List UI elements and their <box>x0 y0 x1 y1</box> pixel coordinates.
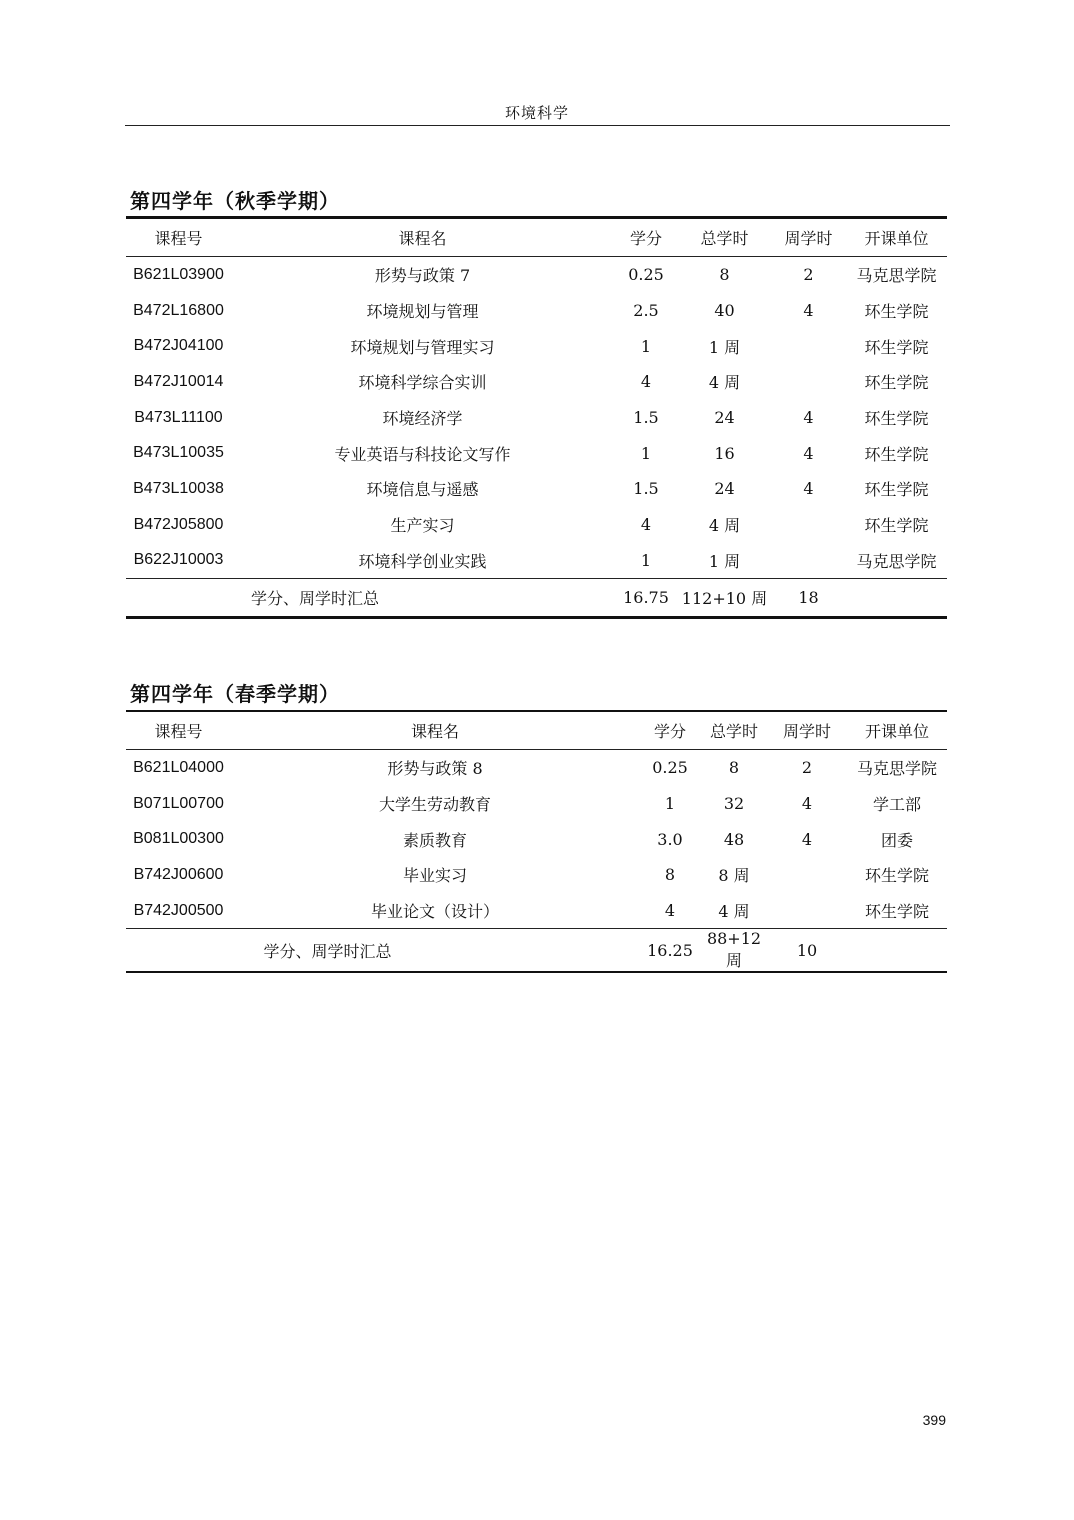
credit-cell: 8 <box>664 865 676 885</box>
summary-credit: 16.75 <box>614 579 678 618</box>
weekly-hours-cell <box>771 328 846 364</box>
summary-total-hours: 88+12 周 <box>701 929 767 973</box>
weekly-hours-cell: 2 <box>801 758 813 778</box>
credit-cell: 1 <box>640 443 652 463</box>
total-hours-cell: 4 周 <box>718 902 750 922</box>
summary-weekly-hours: 10 <box>767 929 847 973</box>
course-code-cell: B473L11100 <box>134 408 223 426</box>
total-hours-cell: 8 <box>728 758 740 778</box>
course-code-cell: B472J05800 <box>133 515 224 533</box>
course-code-cell: B081L00300 <box>133 830 224 848</box>
table-row <box>126 471 947 507</box>
credit-cell: 1 <box>640 336 652 356</box>
weekly-hours-cell <box>767 857 847 893</box>
dept-cell: 马克思学院 <box>856 759 937 779</box>
weekly-hours-cell: 4 <box>803 443 814 463</box>
total-hours-cell: 32 <box>723 794 745 814</box>
summary-credit: 16.25 <box>639 929 701 973</box>
dept-cell: 环生学院 <box>864 480 929 500</box>
total-hours-cell: 24 <box>714 408 735 428</box>
column-header-code: 课程号 <box>126 711 231 750</box>
table-header-row <box>126 711 947 750</box>
column-header-credit: 学分 <box>639 711 701 750</box>
table-header-row <box>126 218 947 257</box>
credit-cell: 2.5 <box>633 301 659 321</box>
dept-cell: 团委 <box>880 830 913 850</box>
credit-cell: 1.5 <box>633 479 659 499</box>
autumn-table-body <box>126 257 947 579</box>
running-header-title: 环境科学 <box>504 104 569 122</box>
course-code-cell: B473L10035 <box>133 444 224 462</box>
weekly-hours-cell <box>767 893 847 929</box>
total-hours-cell: 8 <box>719 265 730 285</box>
course-name-cell: 形势与政策 7 <box>374 266 471 286</box>
table-row <box>126 543 947 579</box>
total-hours-cell: 8 周 <box>718 866 750 886</box>
column-header-total-hours: 总学时 <box>678 218 771 257</box>
spring-section-title: 第四学年（春季学期） <box>130 682 340 706</box>
weekly-hours-cell: 4 <box>803 301 814 321</box>
table-row <box>126 857 947 893</box>
dept-cell: 环生学院 <box>864 902 929 922</box>
total-hours-cell: 40 <box>714 301 735 321</box>
table-row <box>126 364 947 400</box>
dept-cell: 环生学院 <box>864 337 929 357</box>
summary-label: 学分、周学时汇总 <box>126 579 614 618</box>
dept-cell: 环生学院 <box>864 302 929 322</box>
dept-cell: 环生学院 <box>864 866 929 886</box>
course-name-cell: 环境信息与遥感 <box>366 480 479 500</box>
course-code-cell: B742J00600 <box>133 865 224 883</box>
course-name-cell: 环境科学创业实践 <box>358 551 487 571</box>
table-row <box>126 257 947 293</box>
weekly-hours-cell <box>771 507 846 543</box>
dept-cell: 环生学院 <box>864 444 929 464</box>
column-header-credit: 学分 <box>614 218 678 257</box>
column-header-dept: 开课单位 <box>846 218 947 257</box>
column-header-weekly-hours: 周学时 <box>771 218 846 257</box>
total-hours-cell: 24 <box>714 479 735 499</box>
autumn-course-table <box>126 216 947 619</box>
dept-cell: 环生学院 <box>864 516 929 536</box>
total-hours-cell: 1 周 <box>708 551 741 571</box>
course-name-cell: 素质教育 <box>402 830 467 850</box>
total-hours-cell: 4 周 <box>708 373 741 393</box>
table-row <box>126 893 947 929</box>
dept-cell: 马克思学院 <box>856 551 937 571</box>
total-hours-cell: 16 <box>714 443 735 463</box>
dept-cell: 环生学院 <box>864 373 929 393</box>
course-name-cell: 环境规划与管理实习 <box>350 337 495 357</box>
page-number: 399 <box>922 1412 946 1428</box>
course-name-cell: 环境规划与管理 <box>366 302 479 322</box>
course-name-cell: 大学生劳动教育 <box>378 795 491 815</box>
column-header-weekly-hours: 周学时 <box>767 711 847 750</box>
course-code-cell: B621L03900 <box>133 265 224 283</box>
course-name-cell: 毕业论文（设计） <box>370 902 499 922</box>
credit-cell: 0.25 <box>652 758 688 778</box>
weekly-hours-cell: 4 <box>803 479 814 499</box>
dept-cell: 环生学院 <box>864 409 929 429</box>
credit-cell: 1 <box>640 550 652 570</box>
course-name-cell: 专业英语与科技论文写作 <box>334 444 511 464</box>
weekly-hours-cell: 4 <box>803 408 814 428</box>
dept-cell: 马克思学院 <box>856 266 937 286</box>
course-name-cell: 环境科学综合实训 <box>358 373 487 393</box>
summary-row <box>126 579 947 618</box>
autumn-section-title: 第四学年（秋季学期） <box>130 189 340 213</box>
course-name-cell: 生产实习 <box>390 516 455 536</box>
total-hours-cell: 48 <box>723 829 745 849</box>
credit-cell: 1.5 <box>633 408 659 428</box>
summary-label: 学分、周学时汇总 <box>126 929 639 973</box>
summary-total-hours: 112+10 周 <box>678 579 771 618</box>
column-header-name: 课程名 <box>231 711 639 750</box>
spring-course-table <box>126 710 947 973</box>
column-header-total-hours: 总学时 <box>701 711 767 750</box>
table-row <box>126 750 947 786</box>
credit-cell: 4 <box>640 515 652 535</box>
course-code-cell: B622J10003 <box>133 551 224 569</box>
table-row <box>126 821 947 857</box>
column-header-dept: 开课单位 <box>847 711 947 750</box>
course-code-cell: B472J04100 <box>133 337 224 355</box>
credit-cell: 4 <box>664 901 676 921</box>
weekly-hours-cell: 2 <box>803 265 814 285</box>
summary-row <box>126 929 947 973</box>
credit-cell: 3.0 <box>657 829 683 849</box>
total-hours-cell: 4 周 <box>708 516 741 536</box>
course-name-cell: 环境经济学 <box>382 409 463 429</box>
table-row <box>126 435 947 471</box>
course-code-cell: B742J00500 <box>133 901 224 919</box>
course-code-cell: B472L16800 <box>133 301 224 319</box>
weekly-hours-cell <box>771 364 846 400</box>
course-name-cell: 形势与政策 8 <box>387 759 483 779</box>
course-code-cell: B621L04000 <box>133 758 224 776</box>
header-rule <box>125 125 950 126</box>
table-row <box>126 328 947 364</box>
course-code-cell: B473L10038 <box>133 479 224 497</box>
summary-dept <box>847 929 947 973</box>
dept-cell: 学工部 <box>872 795 921 815</box>
table-row <box>126 400 947 436</box>
table-row <box>126 293 947 329</box>
spring-table-body <box>126 750 947 929</box>
course-name-cell: 毕业实习 <box>402 866 467 886</box>
weekly-hours-cell: 4 <box>801 829 813 849</box>
course-code-cell: B472J10014 <box>133 372 224 390</box>
weekly-hours-cell <box>771 543 846 579</box>
table-row <box>126 786 947 822</box>
course-code-cell: B071L00700 <box>133 794 224 812</box>
summary-dept <box>846 579 947 618</box>
total-hours-cell: 1 周 <box>708 337 741 357</box>
credit-cell: 0.25 <box>628 265 664 285</box>
credit-cell: 1 <box>664 794 676 814</box>
weekly-hours-cell: 4 <box>801 794 813 814</box>
column-header-code: 课程号 <box>126 218 231 257</box>
table-row <box>126 507 947 543</box>
credit-cell: 4 <box>640 372 652 392</box>
summary-weekly-hours: 18 <box>771 579 846 618</box>
column-header-name: 课程名 <box>231 218 614 257</box>
